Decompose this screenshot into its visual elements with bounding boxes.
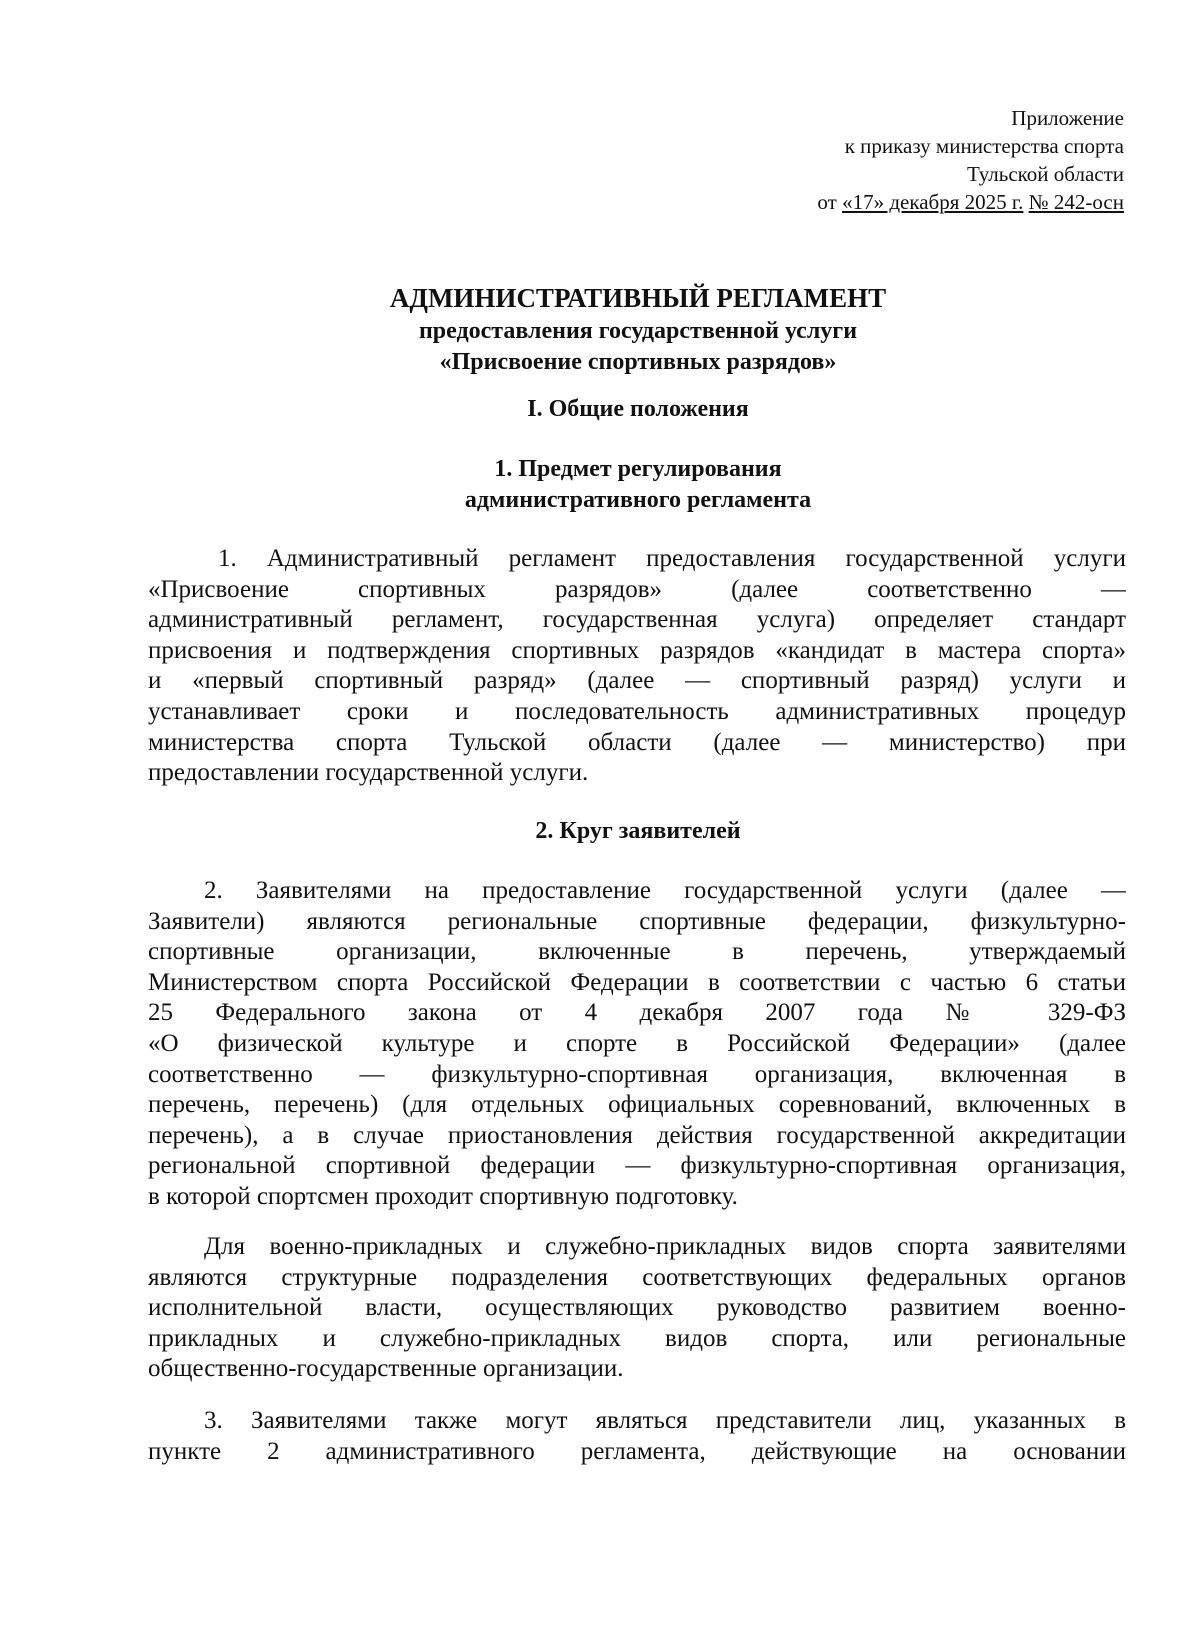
paragraph-line: предоставлении государственной услуги. — [148, 759, 589, 787]
annex-header — [817, 104, 1124, 216]
paragraph-line: 2. Заявителями на предоставление государственной услуги (далее — — [204, 877, 1126, 904]
annex-line-1: Приложение — [1011, 106, 1124, 130]
annex-line-4 — [817, 188, 1124, 216]
paragraph-line: прикладных и служебно-прикладных видов спорта, или региональные — [148, 1324, 1126, 1352]
subject-heading-line-1: 1. Предмет регулирования — [494, 456, 782, 482]
paragraph-line: министерства спорта Тульской области (далее — министерство) при — [148, 728, 1126, 756]
paragraph-line: исполнительной власти, осуществляющих руководство развитием военно- — [148, 1294, 1126, 1322]
paragraph-line: Министерством спорта Российской Федерации в соответствии с частью 6 статьи — [148, 968, 1126, 996]
paragraph-line: пункте 2 административного регламента, действующие на основании — [148, 1437, 1126, 1465]
paragraph-line: общественно-государственные организации. — [148, 1355, 624, 1383]
paragraph-line: региональной спортивной федерации — физкультурно-спортивная организация, — [148, 1152, 1126, 1180]
section-general-heading: I. Общие положения — [527, 396, 749, 422]
annex-order-number: № 242-осн — [1028, 190, 1124, 214]
paragraph-line: «Присвоение спортивных разрядов» (далее соответственно — — [148, 575, 1126, 603]
paragraph-line: являются структурные подразделения соответствующих федеральных органов — [148, 1263, 1126, 1291]
annex-date: «17» декабря 2025 г. — [842, 190, 1024, 214]
paragraph-1 — [148, 544, 1126, 789]
paragraph-line: перечень, перечень) (для отдельных официальных соревнований, включенных в — [148, 1091, 1126, 1119]
subject-heading-line-2: административного регламента — [464, 487, 812, 513]
subsection-subject-heading — [150, 454, 1126, 516]
paragraph-line: перечень), а в случае приостановления действия государственной аккредитации — [148, 1121, 1126, 1149]
paragraph-line: устанавливает сроки и последовательность административных процедур — [148, 697, 1126, 725]
paragraph-line: и «первый спортивный разряд» (далее — спортивный разряд) услуги и — [148, 667, 1126, 695]
annex-line-3: Тульской области — [966, 162, 1124, 186]
paragraph-line: «О физической культуре и спорте в Российской Федерации» (далее — [148, 1029, 1126, 1057]
paragraph-line: Заявители) являются региональные спортивные федерации, физкультурно- — [148, 907, 1126, 935]
paragraph-line: Для военно-прикладных и служебно-прикладных видов спорта заявителями — [204, 1233, 1126, 1260]
subtitle-line-1: предоставления государственной услуги — [418, 318, 858, 344]
paragraph-line: 3. Заявителями также могут являться представители лиц, указанных в — [204, 1407, 1126, 1434]
document-title: АДМИНИСТРАТИВНЫЙ РЕГЛАМЕНТ — [389, 283, 887, 313]
paragraph-3 — [148, 1232, 1126, 1385]
subsection-applicants-heading: 2. Круг заявителей — [535, 818, 741, 844]
paragraph-2 — [148, 876, 1126, 1213]
document-subtitle — [150, 316, 1126, 378]
annex-date-prefix: от — [817, 190, 843, 214]
paragraph-line: в которой спортсмен проходит спортивную подготовку. — [148, 1182, 738, 1210]
paragraph-line: присвоения и подтверждения спортивных разрядов «кандидат в мастера спорта» — [148, 636, 1126, 664]
paragraph-line: соответственно — физкультурно-спортивная организация, включенная в — [148, 1060, 1126, 1088]
paragraph-line: административный регламент, государственная услуга) определяет стандарт — [148, 606, 1126, 634]
paragraph-line: спортивные организации, включенные в перечень, утверждаемый — [148, 938, 1126, 966]
annex-line-2: к приказу министерства спорта — [844, 134, 1124, 158]
paragraph-line: 1. Административный регламент предоставления государственной услуги — [218, 545, 1126, 572]
paragraph-line: 25 Федерального закона от 4 декабря 2007 года № 329-ФЗ — [148, 999, 1126, 1027]
subtitle-line-2: «Присвоение спортивных разрядов» — [439, 349, 837, 375]
paragraph-4 — [148, 1406, 1126, 1467]
